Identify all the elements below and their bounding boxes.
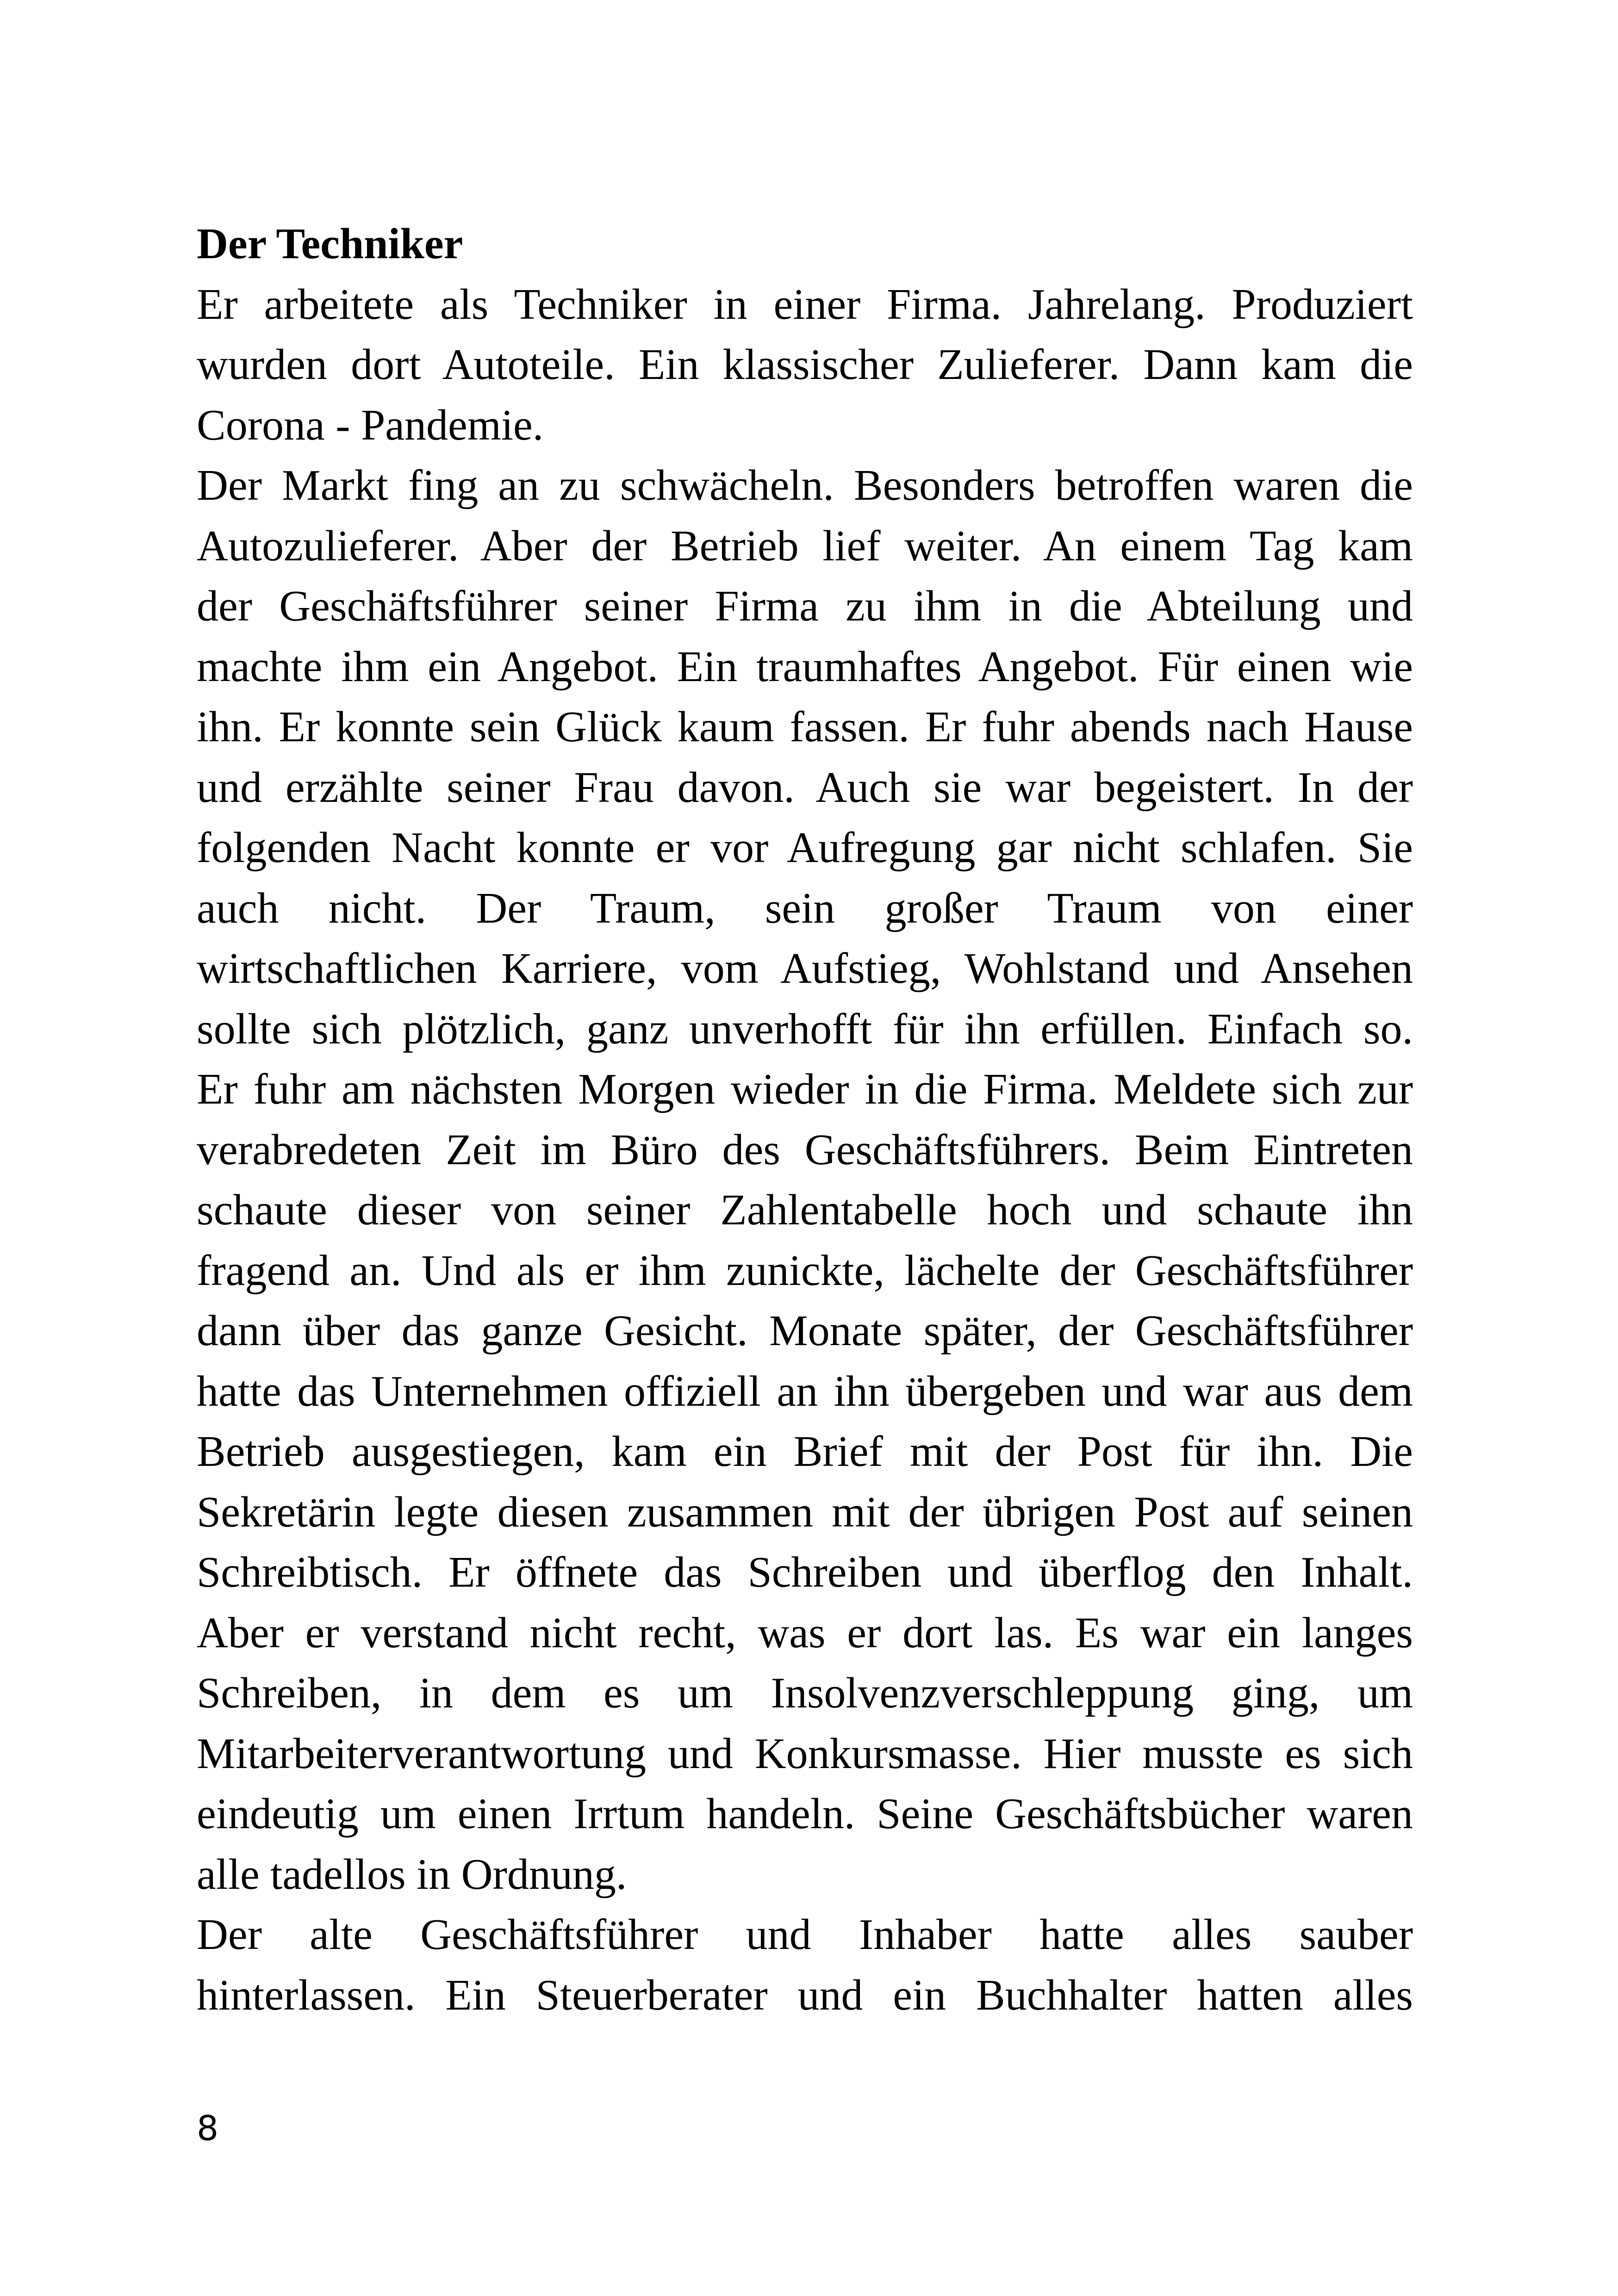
text-line: ihn. Er konnte sein Glück kaum fassen. Er fuhr abends nach Hause xyxy=(197,703,1413,751)
text-line: dann über das ganze Gesicht. Monate später, der Geschäftsführer xyxy=(197,1307,1413,1355)
text-line: Autozulieferer. Aber der Betrieb lief weiter. An einem Tag kam xyxy=(197,521,1413,570)
chapter-title: Der Techniker xyxy=(197,220,463,268)
story-text xyxy=(197,214,1413,2025)
text-line: Er arbeitete als Techniker in einer Firma. Jahrelang. Produziert xyxy=(197,280,1413,329)
text-line: alle tadellos in Ordnung. xyxy=(197,1850,627,1899)
text-line: Er fuhr am nächsten Morgen wieder in die Firma. Meldete sich zur xyxy=(197,1065,1413,1113)
text-line: auch nicht. Der Traum, sein großer Traum von einer xyxy=(197,884,1413,932)
text-line: und erzählte seiner Frau davon. Auch sie war begeistert. In der xyxy=(197,763,1413,812)
text-line: Der Markt fing an zu schwächeln. Besonders betroffen waren die xyxy=(197,461,1413,509)
story-body xyxy=(197,274,1413,2026)
text-line: verabredeten Zeit im Büro des Geschäftsführers. Beim Eintreten xyxy=(197,1125,1413,1174)
paragraph xyxy=(197,1905,1413,2025)
text-line: der Geschäftsführer seiner Firma zu ihm in die Abteilung und xyxy=(197,582,1413,630)
text-line: hatte das Unternehmen offiziell an ihn übergeben und war aus dem xyxy=(197,1367,1413,1415)
text-line: Der alte Geschäftsführer und Inhaber hatte alles sauber xyxy=(197,1911,1413,1959)
text-line: wirtschaftlichen Karriere, vom Aufstieg, Wohlstand und Ansehen xyxy=(197,944,1413,993)
text-line: Mitarbeiterverantwortung und Konkursmasse. Hier musste es sich xyxy=(197,1729,1413,1778)
text-line: schaute dieser von seiner Zahlentabelle hoch und schaute ihn xyxy=(197,1186,1413,1234)
text-line: folgenden Nacht konnte er vor Aufregung gar nicht schlafen. Sie xyxy=(197,824,1413,872)
text-line: sollte sich plötzlich, ganz unverhofft für ihn erfüllen. Einfach so. xyxy=(197,1005,1413,1053)
text-line: Schreiben, in dem es um Insolvenzverschleppung ging, um xyxy=(197,1669,1413,1717)
text-line: wurden dort Autoteile. Ein klassischer Zulieferer. Dann kam die xyxy=(197,341,1413,389)
paragraph xyxy=(197,455,1413,1905)
text-line: Aber er verstand nicht recht, was er dort las. Es war ein langes xyxy=(197,1608,1413,1657)
text-line: Schreibtisch. Er öffnete das Schreiben und überflog den Inhalt. xyxy=(197,1548,1413,1596)
text-line: eindeutig um einen Irrtum handeln. Seine Geschäftsbücher waren xyxy=(197,1790,1413,1838)
text-line: fragend an. Und als er ihm zunickte, lächelte der Geschäftsführer xyxy=(197,1246,1413,1295)
text-line: machte ihm ein Angebot. Ein traumhaftes Angebot. Für einen wie xyxy=(197,642,1413,691)
paragraph xyxy=(197,274,1413,456)
page-number: 8 xyxy=(197,2109,219,2148)
text-line: Corona - Pandemie. xyxy=(197,401,544,449)
text-line: Betrieb ausgestiegen, kam ein Brief mit der Post für ihn. Die xyxy=(197,1427,1413,1476)
text-line: Sekretärin legte diesen zusammen mit der übrigen Post auf seinen xyxy=(197,1488,1413,1536)
text-line: hinterlassen. Ein Steuerberater und ein Buchhalter hatten alles xyxy=(197,1971,1413,2019)
